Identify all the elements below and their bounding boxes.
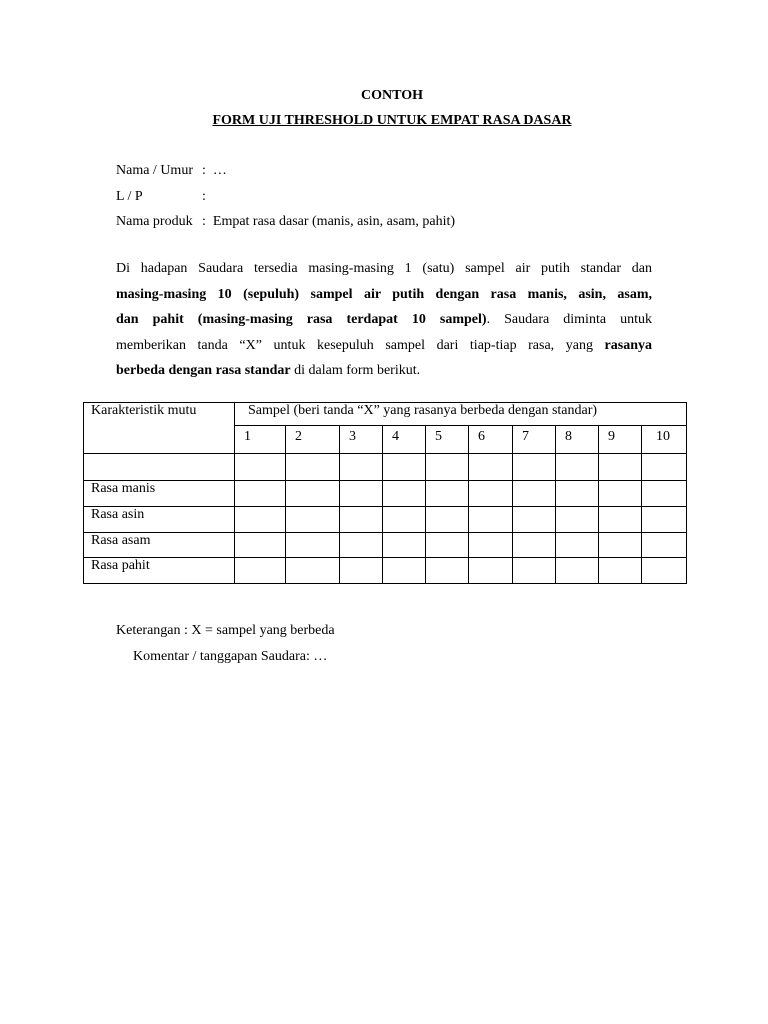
answer-cell xyxy=(599,558,642,584)
sample-number: 8 xyxy=(556,426,599,454)
field-label: L / P xyxy=(116,189,143,204)
row-label-cell: Rasa asin xyxy=(84,507,235,533)
answer-cell xyxy=(235,533,286,558)
answer-cell xyxy=(599,507,642,533)
field-separator: : xyxy=(202,189,206,204)
row-label-cell: Rasa pahit xyxy=(84,558,235,584)
answer-cell xyxy=(286,558,340,584)
field-label: Nama / Umur xyxy=(116,163,193,178)
table-header-row xyxy=(84,403,687,426)
sample-number: 7 xyxy=(513,426,556,454)
answer-cell xyxy=(513,481,556,507)
answer-cell xyxy=(469,454,513,481)
answer-cell xyxy=(513,533,556,558)
answer-cell xyxy=(556,481,599,507)
comment-prompt: Komentar / tanggapan Saudara: … xyxy=(133,649,328,664)
sample-number: 4 xyxy=(383,426,426,454)
answer-cell xyxy=(235,507,286,533)
field-value: … xyxy=(212,163,227,178)
paragraph-line xyxy=(116,256,652,282)
paragraph-line xyxy=(116,333,652,359)
table-row xyxy=(84,507,687,533)
answer-cell xyxy=(556,558,599,584)
field-separator: : xyxy=(202,163,206,178)
answer-cell xyxy=(469,507,513,533)
answer-cell xyxy=(340,507,383,533)
answer-cell xyxy=(469,481,513,507)
answer-cell xyxy=(340,481,383,507)
answer-cell xyxy=(286,481,340,507)
legend-note: Keterangan : X = sampel yang berbeda xyxy=(116,623,335,638)
paragraph-bold-text: rasanya xyxy=(604,337,652,353)
row-label-cell: Rasa manis xyxy=(84,481,235,507)
answer-cell xyxy=(642,481,687,507)
answer-cell xyxy=(556,507,599,533)
answer-cell xyxy=(599,454,642,481)
answer-cell xyxy=(426,454,469,481)
sample-number: 1 xyxy=(235,426,286,454)
answer-cell xyxy=(340,558,383,584)
answer-cell xyxy=(286,454,340,481)
table-row xyxy=(84,533,687,558)
table-row xyxy=(84,558,687,584)
answer-cell xyxy=(426,481,469,507)
answer-cell xyxy=(513,558,556,584)
paragraph-text: di dalam form berikut. xyxy=(294,363,421,378)
paragraph-bold-text: dan pahit (masing-masing rasa terdapat 10 sampel) xyxy=(116,312,487,327)
row-label-cell xyxy=(84,454,235,481)
answer-cell xyxy=(235,558,286,584)
sample-number: 2 xyxy=(286,426,340,454)
sample-number: 3 xyxy=(340,426,383,454)
threshold-form-table xyxy=(83,402,687,584)
table-row-blank xyxy=(84,454,687,481)
paragraph-line xyxy=(116,307,652,333)
answer-cell xyxy=(513,507,556,533)
answer-cell xyxy=(513,454,556,481)
answer-cell xyxy=(383,533,426,558)
answer-cell xyxy=(383,481,426,507)
field-name-age xyxy=(116,162,227,180)
sample-number: 5 xyxy=(426,426,469,454)
answer-cell xyxy=(642,454,687,481)
paragraph-text: . Saudara diminta untuk xyxy=(486,312,652,327)
answer-cell xyxy=(426,533,469,558)
answer-cell xyxy=(469,558,513,584)
sample-number: 9 xyxy=(599,426,642,454)
column-header-characteristic: Karakteristik mutu xyxy=(84,403,235,454)
field-label: Nama produk xyxy=(116,214,193,229)
answer-cell xyxy=(340,533,383,558)
answer-cell xyxy=(599,533,642,558)
sample-number: 6 xyxy=(469,426,513,454)
answer-cell xyxy=(426,507,469,533)
sample-number: 10 xyxy=(642,426,687,454)
field-gender xyxy=(116,188,206,206)
form-title: FORM UJI THRESHOLD UNTUK EMPAT RASA DASAR xyxy=(212,113,572,128)
field-separator: : xyxy=(202,214,206,229)
answer-cell xyxy=(556,533,599,558)
column-header-samples: Sampel (beri tanda “X” yang rasanya berbeda dengan standar) xyxy=(235,403,687,426)
paragraph-line xyxy=(116,282,652,308)
answer-cell xyxy=(642,507,687,533)
answer-cell xyxy=(383,454,426,481)
answer-cell xyxy=(340,454,383,481)
answer-cell xyxy=(469,533,513,558)
answer-cell xyxy=(599,481,642,507)
answer-cell xyxy=(235,481,286,507)
answer-cell xyxy=(286,533,340,558)
answer-cell xyxy=(286,507,340,533)
paragraph-text: memberikan tanda “X” untuk kesepuluh sampel dari tiap-tiap rasa, yang xyxy=(116,337,593,353)
paragraph-bold-text: berbeda dengan rasa standar xyxy=(116,363,291,378)
answer-cell xyxy=(383,558,426,584)
answer-cell xyxy=(642,533,687,558)
instruction-paragraph xyxy=(116,256,652,384)
answer-cell xyxy=(383,507,426,533)
field-value: Empat rasa dasar (manis, asin, asam, pahit) xyxy=(212,214,456,229)
paragraph-bold-text: masing-masing 10 (sepuluh) sampel air putih dengan rasa manis, asin, asam, xyxy=(116,286,652,302)
paragraph-line xyxy=(116,358,652,384)
paragraph-text: Di hadapan Saudara tersedia masing-masing 1 (satu) sampel air putih standar dan xyxy=(116,261,652,276)
answer-cell xyxy=(642,558,687,584)
document-title: CONTOH xyxy=(361,88,423,103)
field-product-name xyxy=(116,213,455,231)
row-label-cell: Rasa asam xyxy=(84,533,235,558)
table-row xyxy=(84,481,687,507)
answer-cell xyxy=(556,454,599,481)
answer-cell xyxy=(235,454,286,481)
answer-cell xyxy=(426,558,469,584)
